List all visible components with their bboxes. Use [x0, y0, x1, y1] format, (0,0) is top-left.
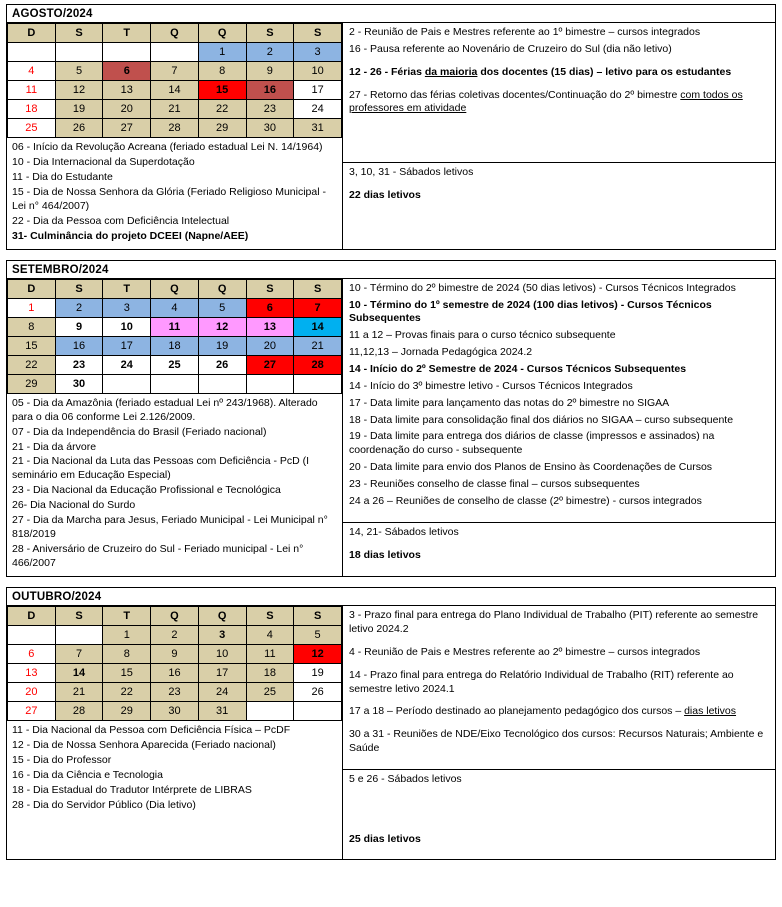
calendar-table	[7, 23, 342, 138]
month-body	[7, 279, 775, 576]
events-primary	[343, 279, 775, 522]
event-item: 23 - Reuniões conselho de classe final – cursos subsequentes	[349, 477, 640, 490]
calendar-empty-cell	[103, 43, 151, 62]
weekday-header: S	[55, 607, 103, 626]
note-item: 07 - Dia da Independência do Brasil (Feriado nacional)	[12, 425, 267, 438]
month-block	[6, 4, 776, 250]
weekday-header-row	[8, 607, 342, 626]
calendar-week-row	[8, 119, 342, 138]
calendar-empty-cell	[55, 43, 103, 62]
weekday-header: S	[55, 24, 103, 43]
note-item: 11 - Dia Nacional da Pessoa com Deficiência Física – PcDF	[12, 724, 291, 737]
event-item: 11,12,13 – Jornada Pedagógica 2024.2	[349, 346, 533, 359]
calendar-table	[7, 279, 342, 394]
calendar-day-cell[interactable]: 19	[55, 100, 103, 119]
calendar-day-cell[interactable]: 5	[198, 298, 246, 317]
calendar-day-cell[interactable]: 2	[55, 298, 103, 317]
weekday-header: D	[8, 24, 56, 43]
calendar-day-cell[interactable]: 18	[8, 100, 56, 119]
month-block	[6, 587, 776, 860]
calendar-day-cell[interactable]: 15	[8, 336, 56, 355]
events-column	[343, 279, 775, 576]
calendar-day-cell[interactable]: 2	[246, 43, 294, 62]
calendar-day-cell[interactable]: 26	[55, 119, 103, 138]
calendar-day-cell[interactable]: 13	[246, 317, 294, 336]
weekday-header: S	[246, 24, 294, 43]
calendar-day-cell[interactable]: 11	[151, 317, 199, 336]
weekday-header: S	[294, 24, 342, 43]
calendar-day-cell[interactable]: 27	[103, 119, 151, 138]
calendar-day-cell[interactable]: 28	[151, 119, 199, 138]
note-item: 28 - Aniversário de Cruzeiro do Sul - Feriado municipal - Lei n° 466/2007	[12, 543, 304, 570]
summary-item: 22 dias letivos	[349, 188, 421, 201]
weekday-header: S	[55, 279, 103, 298]
weekday-header: Q	[151, 24, 199, 43]
calendar-day-cell[interactable]: 1	[8, 298, 56, 317]
calendar-day-cell[interactable]: 1	[198, 43, 246, 62]
calendar-day-cell[interactable]: 24	[198, 683, 246, 702]
note-item: 21 - Dia da árvore	[12, 440, 97, 453]
calendar-day-cell[interactable]: 5	[55, 62, 103, 81]
calendar-day-cell[interactable]: 8	[103, 645, 151, 664]
calendar-day-cell[interactable]: 9	[246, 62, 294, 81]
calendar-day-cell[interactable]: 14	[151, 81, 199, 100]
calendar-day-cell[interactable]: 11	[246, 645, 294, 664]
calendar-week-row	[8, 100, 342, 119]
calendar-day-cell[interactable]: 20	[8, 683, 56, 702]
calendar-day-cell[interactable]: 16	[246, 81, 294, 100]
calendar-day-cell[interactable]: 11	[8, 81, 56, 100]
calendar-day-cell[interactable]: 19	[294, 664, 342, 683]
calendar-empty-cell	[103, 374, 151, 393]
summary-item: 25 dias letivos	[349, 832, 421, 845]
calendar-day-cell[interactable]: 30	[246, 119, 294, 138]
weekday-header: Q	[151, 279, 199, 298]
month-title: OUTUBRO/2024	[7, 588, 775, 606]
month-body	[7, 606, 775, 859]
calendar-day-cell[interactable]: 7	[294, 298, 342, 317]
calendar-day-cell[interactable]: 16	[151, 664, 199, 683]
event-item: 27 - Retorno das férias coletivas docentes/Continuação do 2º bimestre com todos os professores em atividade	[349, 88, 743, 115]
calendar-day-cell[interactable]: 29	[198, 119, 246, 138]
calendar-week-row	[8, 702, 342, 721]
event-item: 3 - Prazo final para entrega do Plano Individual de Trabalho (PIT) referente ao semestre letivo 2024.2	[349, 609, 759, 635]
event-item: 4 - Reunião de Pais e Mestres referente ao 2º bimestre – cursos integrados	[349, 645, 701, 658]
calendar-day-cell[interactable]: 25	[246, 683, 294, 702]
calendar-day-cell[interactable]: 14	[55, 664, 103, 683]
calendar-day-cell[interactable]: 29	[8, 374, 56, 393]
summary-item: 14, 21- Sábados letivos	[349, 526, 459, 539]
calendar-day-cell[interactable]: 22	[8, 355, 56, 374]
month-notes	[7, 394, 342, 576]
calendar-day-cell[interactable]: 4	[151, 298, 199, 317]
calendar-day-cell[interactable]: 8	[198, 62, 246, 81]
events-summary	[343, 522, 775, 576]
calendar-day-cell[interactable]: 21	[55, 683, 103, 702]
events-column	[343, 606, 775, 859]
note-item: 05 - Dia da Amazônia (feriado estadual Lei nº 243/1968). Alterado para o dia 06 conforme Lei 2.126/2009.	[12, 396, 318, 423]
calendar-day-cell[interactable]: 17	[294, 81, 342, 100]
calendar-week-row	[8, 664, 342, 683]
calendar-day-cell[interactable]: 3	[198, 626, 246, 645]
calendar-day-cell[interactable]: 12	[294, 645, 342, 664]
calendar-empty-cell	[246, 702, 294, 721]
calendar-column	[7, 23, 343, 249]
calendar-day-cell[interactable]: 13	[103, 81, 151, 100]
note-item: 21 - Dia Nacional da Luta das Pessoas com Deficiência - PcD (I seminário em Educação Especial)	[12, 455, 310, 482]
month-notes	[7, 138, 342, 249]
calendar-day-cell[interactable]: 20	[103, 100, 151, 119]
events-primary	[343, 606, 775, 769]
event-item: 17 - Data limite para lançamento das notas do 2º bimestre no SIGAA	[349, 396, 670, 409]
event-item: 19 - Data limite para entrega dos diários de classe (impressos e assinados) na coordenação do curso - subsequente	[349, 430, 715, 457]
calendar-day-cell[interactable]: 21	[151, 100, 199, 119]
weekday-header: D	[8, 607, 56, 626]
event-item: 14 - Prazo final para entrega do Relatório Individual de Trabalho (RIT) referente ao semestre letivo 2024.1	[349, 668, 734, 695]
calendar-day-cell[interactable]: 29	[103, 702, 151, 721]
calendar-day-cell[interactable]: 19	[198, 336, 246, 355]
calendar-day-cell[interactable]: 15	[103, 664, 151, 683]
summary-item	[349, 796, 769, 824]
summary-item: 18 dias letivos	[349, 548, 421, 561]
note-item: 22 - Dia da Pessoa com Deficiência Intelectual	[12, 214, 230, 227]
event-item: 17 a 18 – Período destinado ao planejamento pedagógico dos cursos – dias letivos	[349, 705, 737, 718]
calendar-day-cell[interactable]: 30	[55, 374, 103, 393]
events-summary	[343, 769, 775, 859]
event-item: 20 - Data limite para envio dos Planos de Ensino às Coordenações de Cursos	[349, 461, 713, 474]
note-item-highlight: 31- Culminância do projeto DCEEI (Napne/AEE)	[12, 229, 249, 242]
event-item: 2 - Reunião de Pais e Mestres referente ao 1º bimestre – cursos integrados	[349, 26, 701, 38]
note-item: 28 - Dia do Servidor Público (Dia letivo)	[12, 798, 196, 811]
calendar-empty-cell	[294, 374, 342, 393]
calendar-week-row	[8, 62, 342, 81]
weekday-header: Q	[151, 607, 199, 626]
calendar-day-cell[interactable]: 13	[8, 664, 56, 683]
weekday-header: Q	[198, 279, 246, 298]
calendar-day-cell[interactable]: 7	[151, 62, 199, 81]
calendar-day-cell[interactable]: 28	[294, 355, 342, 374]
note-item: 23 - Dia Nacional da Educação Profissional e Tecnológica	[12, 484, 281, 497]
month-title: AGOSTO/2024	[7, 5, 775, 23]
note-item: 15 - Dia do Professor	[12, 754, 112, 767]
month-block	[6, 260, 776, 577]
event-item: 12 - 26 - Férias da maioria dos docentes (15 dias) – letivo para os estudantes	[349, 65, 732, 78]
calendar-day-cell[interactable]: 15	[198, 81, 246, 100]
events-column	[343, 23, 775, 249]
calendar-day-cell[interactable]: 12	[198, 317, 246, 336]
calendar-day-cell[interactable]: 27	[246, 355, 294, 374]
calendar-day-cell[interactable]: 22	[103, 683, 151, 702]
calendar-day-cell[interactable]: 10	[294, 62, 342, 81]
calendar-day-cell[interactable]: 12	[55, 81, 103, 100]
note-item: 10 - Dia Internacional da Superdotação	[12, 155, 195, 168]
calendar-empty-cell	[8, 626, 56, 645]
event-item: 10 - Término do 1º semestre de 2024 (100 dias letivos) - Cursos Técnicos Subsequentes	[349, 298, 712, 325]
calendar-day-cell[interactable]: 31	[198, 702, 246, 721]
note-item: 11 - Dia do Estudante	[12, 170, 113, 183]
event-item: 11 a 12 – Provas finais para o curso técnico subsequente	[349, 329, 616, 342]
events-primary	[343, 23, 775, 162]
calendar-day-cell[interactable]: 17	[103, 336, 151, 355]
weekday-header: S	[246, 607, 294, 626]
weekday-header-row	[8, 24, 342, 43]
calendar-day-cell[interactable]: 10	[103, 317, 151, 336]
calendar-day-cell[interactable]: 23	[55, 355, 103, 374]
weekday-header: T	[103, 279, 151, 298]
calendar-empty-cell	[151, 43, 199, 62]
event-item: 14 - Início do 2º Semestre de 2024 - Cursos Técnicos Subsequentes	[349, 362, 687, 375]
calendar-day-cell[interactable]: 2	[151, 626, 199, 645]
calendar-day-cell[interactable]: 27	[8, 702, 56, 721]
calendar-day-cell[interactable]: 22	[198, 100, 246, 119]
weekday-header: T	[103, 24, 151, 43]
calendar-day-cell[interactable]: 3	[103, 298, 151, 317]
weekday-header: S	[294, 607, 342, 626]
weekday-header: S	[294, 279, 342, 298]
calendar-day-cell[interactable]: 23	[246, 100, 294, 119]
calendar-empty-cell	[151, 374, 199, 393]
events-summary	[343, 162, 775, 249]
calendar-week-row	[8, 43, 342, 62]
calendar-column	[7, 606, 343, 859]
calendar-day-cell[interactable]: 18	[246, 664, 294, 683]
calendar-day-cell[interactable]: 6	[8, 645, 56, 664]
summary-item: 3, 10, 31 - Sábados letivos	[349, 166, 474, 179]
months-container	[6, 4, 776, 860]
calendar-day-cell[interactable]: 26	[198, 355, 246, 374]
calendar-day-cell[interactable]: 20	[246, 336, 294, 355]
calendar-week-row	[8, 355, 342, 374]
calendar-week-row	[8, 645, 342, 664]
calendar-day-cell[interactable]: 31	[294, 119, 342, 138]
event-item: 24 a 26 – Reuniões de conselho de classe (2º bimestre) - cursos integrados	[349, 494, 702, 507]
calendar-day-cell[interactable]: 30	[151, 702, 199, 721]
calendar-day-cell[interactable]: 25	[151, 355, 199, 374]
weekday-header: S	[246, 279, 294, 298]
weekday-header: T	[103, 607, 151, 626]
calendar-week-row	[8, 336, 342, 355]
event-item: 10 - Término do 2º bimestre de 2024 (50 dias letivos) - Cursos Técnicos Integrados	[349, 281, 736, 294]
month-title: SETEMBRO/2024	[7, 261, 775, 279]
event-item: 30 a 31 - Reuniões de NDE/Eixo Tecnológico dos cursos: Recursos Naturais; Ambiente e Saúde	[349, 728, 764, 755]
calendar-day-cell[interactable]: 24	[103, 355, 151, 374]
calendar-week-row	[8, 317, 342, 336]
calendar-day-cell[interactable]: 9	[151, 645, 199, 664]
calendar-day-cell[interactable]: 10	[198, 645, 246, 664]
note-item: 18 - Dia Estadual do Tradutor Intérprete de LIBRAS	[12, 783, 252, 796]
calendar-day-cell[interactable]: 4	[246, 626, 294, 645]
calendar-day-cell[interactable]: 24	[294, 100, 342, 119]
calendar-day-cell[interactable]: 7	[55, 645, 103, 664]
calendar-day-cell[interactable]: 26	[294, 683, 342, 702]
calendar-day-cell[interactable]: 23	[151, 683, 199, 702]
calendar-week-row	[8, 626, 342, 645]
calendar-day-cell[interactable]: 5	[294, 626, 342, 645]
calendar-day-cell[interactable]: 17	[198, 664, 246, 683]
note-item: 06 - Início da Revolução Acreana (feriado estadual Lei N. 14/1964)	[12, 141, 323, 153]
weekday-header: Q	[198, 24, 246, 43]
calendar-day-cell[interactable]: 16	[55, 336, 103, 355]
calendar-empty-cell	[294, 702, 342, 721]
note-item: 15 - Dia de Nossa Senhora da Glória (Feriado Religioso Municipal - Lei n° 464/2007)	[12, 185, 326, 212]
note-item: 27 - Dia da Marcha para Jesus, Feriado Municipal - Lei Municipal n° 818/2019	[12, 514, 328, 541]
summary-item: 5 e 26 - Sábados letivos	[349, 772, 462, 785]
calendar-day-cell[interactable]: 6	[103, 62, 151, 81]
calendar-day-cell[interactable]: 1	[103, 626, 151, 645]
calendar-day-cell[interactable]: 6	[246, 298, 294, 317]
calendar-day-cell[interactable]: 25	[8, 119, 56, 138]
calendar-column	[7, 279, 343, 576]
weekday-header: Q	[198, 607, 246, 626]
weekday-header-row	[8, 279, 342, 298]
calendar-week-row	[8, 81, 342, 100]
month-notes	[7, 721, 342, 859]
calendar-day-cell[interactable]: 3	[294, 43, 342, 62]
note-item: 26- Dia Nacional do Surdo	[12, 499, 136, 512]
calendar-empty-cell	[55, 626, 103, 645]
event-item: 18 - Data limite para consolidação final dos diários no SIGAA – curso subsequente	[349, 413, 734, 426]
calendar-empty-cell	[198, 374, 246, 393]
calendar-day-cell[interactable]: 21	[294, 336, 342, 355]
calendar-day-cell[interactable]: 28	[55, 702, 103, 721]
weekday-header: D	[8, 279, 56, 298]
calendar-table	[7, 606, 342, 721]
calendar-week-row	[8, 298, 342, 317]
calendar-empty-cell	[8, 43, 56, 62]
event-item: 16 - Pausa referente ao Novenário de Cruzeiro do Sul (dia não letivo)	[349, 42, 672, 55]
calendar-week-row	[8, 374, 342, 393]
calendar-day-cell[interactable]: 8	[8, 317, 56, 336]
calendar-week-row	[8, 683, 342, 702]
calendar-day-cell[interactable]: 9	[55, 317, 103, 336]
event-item: 14 - Início do 3º bimestre letivo - Cursos Técnicos Integrados	[349, 379, 633, 392]
calendar-day-cell[interactable]: 4	[8, 62, 56, 81]
calendar-day-cell[interactable]: 14	[294, 317, 342, 336]
note-item: 16 - Dia da Ciência e Tecnologia	[12, 768, 163, 781]
month-body	[7, 23, 775, 249]
calendar-empty-cell	[246, 374, 294, 393]
note-item: 12 - Dia de Nossa Senhora Aparecida (Feriado nacional)	[12, 739, 276, 752]
calendar-day-cell[interactable]: 18	[151, 336, 199, 355]
